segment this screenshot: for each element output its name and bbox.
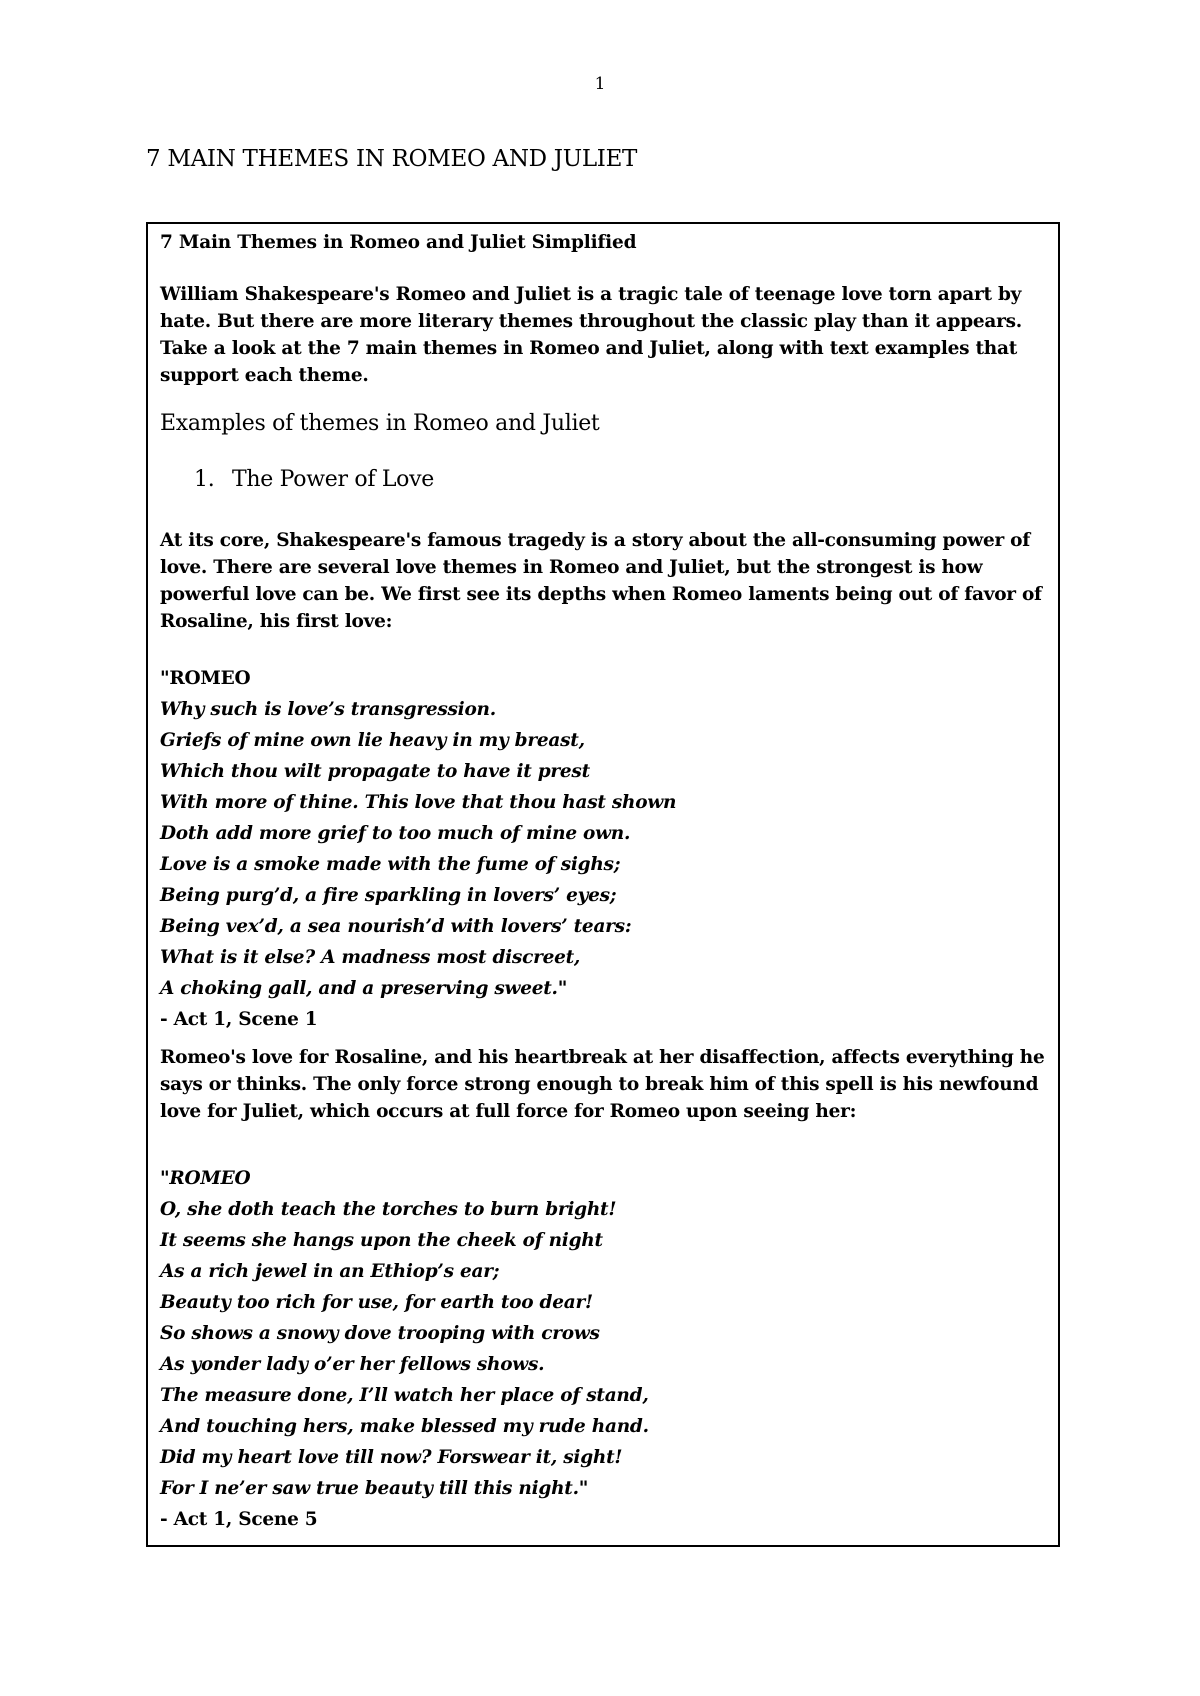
- quote-line: O, she doth teach the torches to burn bright!: [160, 1199, 617, 1220]
- quote-line: So shows a snowy dove trooping with crows: [160, 1323, 600, 1344]
- quote-citation: - Act 1, Scene 5: [160, 1509, 318, 1530]
- intro-paragraph: William Shakespeare's Romeo and Juliet is a tragic tale of teenage love torn apart by hate. But there are more literary themes throughout the classic play than it appears. Take a look at the 7 main themes in Romeo and Juliet, along with text examples that support each theme.: [160, 284, 1022, 386]
- quote-line: Being purg’d, a fire sparkling in lovers’ eyes;: [160, 885, 617, 906]
- list-item-heading: [194, 467, 434, 492]
- quote-line: Love is a smoke made with the fume of sighs;: [160, 854, 621, 875]
- quote-line: As yonder lady o’er her fellows shows.: [160, 1354, 545, 1375]
- quote-line: Why such is love’s transgression.: [160, 699, 496, 720]
- quote-line: Doth add more grief to too much of mine own.: [160, 823, 631, 844]
- quote-speaker: "ROMEO: [160, 1168, 251, 1189]
- quote-line: As a rich jewel in an Ethiop’s ear;: [160, 1261, 500, 1282]
- section-heading: 7 Main Themes in Romeo and Juliet Simplified: [160, 232, 637, 253]
- list-item-title: The Power of Love: [232, 467, 434, 492]
- examples-heading: Examples of themes in Romeo and Juliet: [160, 411, 600, 436]
- quote-line: Beauty too rich for use, for earth too dear!: [160, 1292, 593, 1313]
- quote-act1-scene5: [160, 1163, 1046, 1535]
- quote-line: Being vex’d, a sea nourish’d with lovers’ tears:: [160, 916, 632, 937]
- document-title: 7 MAIN THEMES IN ROMEO AND JULIET: [146, 146, 638, 172]
- paragraph-one: At its core, Shakespeare's famous tragedy is a story about the all-consuming power of love. There are several love themes in Romeo and Juliet, but the strongest is how powerful love can be. We first see its depths when Romeo laments being out of favor of Rosaline, his first love:: [160, 530, 1042, 632]
- quote-line: What is it else? A madness most discreet,: [160, 947, 581, 968]
- quote-line: Griefs of mine own lie heavy in my breast,: [160, 730, 585, 751]
- quote-line: The measure done, I’ll watch her place of stand,: [160, 1385, 649, 1406]
- quote-line: With more of thine. This love that thou hast shown: [160, 792, 677, 813]
- quote-line: And touching hers, make blessed my rude hand.: [160, 1416, 649, 1437]
- quote-citation: - Act 1, Scene 1: [160, 1009, 318, 1030]
- quote-line: It seems she hangs upon the cheek of night: [160, 1230, 603, 1251]
- page-number: 1: [594, 74, 606, 94]
- list-item-number: 1.: [194, 467, 215, 492]
- quote-act1-scene1: [160, 663, 1046, 1035]
- quote-line: For I ne’er saw true beauty till this night.": [160, 1478, 589, 1499]
- quote-speaker: "ROMEO: [160, 668, 251, 689]
- quote-line: A choking gall, and a preserving sweet.": [160, 978, 568, 999]
- paragraph-two: Romeo's love for Rosaline, and his heartbreak at her disaffection, affects everything he says or thinks. The only force strong enough to break him of this spell is his newfound love for Juliet, which occurs at full force for Romeo upon seeing her:: [160, 1047, 1045, 1122]
- quote-line: Which thou wilt propagate to have it prest: [160, 761, 590, 782]
- quote-line: Did my heart love till now? Forswear it, sight!: [160, 1447, 623, 1468]
- content-box: [146, 222, 1060, 1547]
